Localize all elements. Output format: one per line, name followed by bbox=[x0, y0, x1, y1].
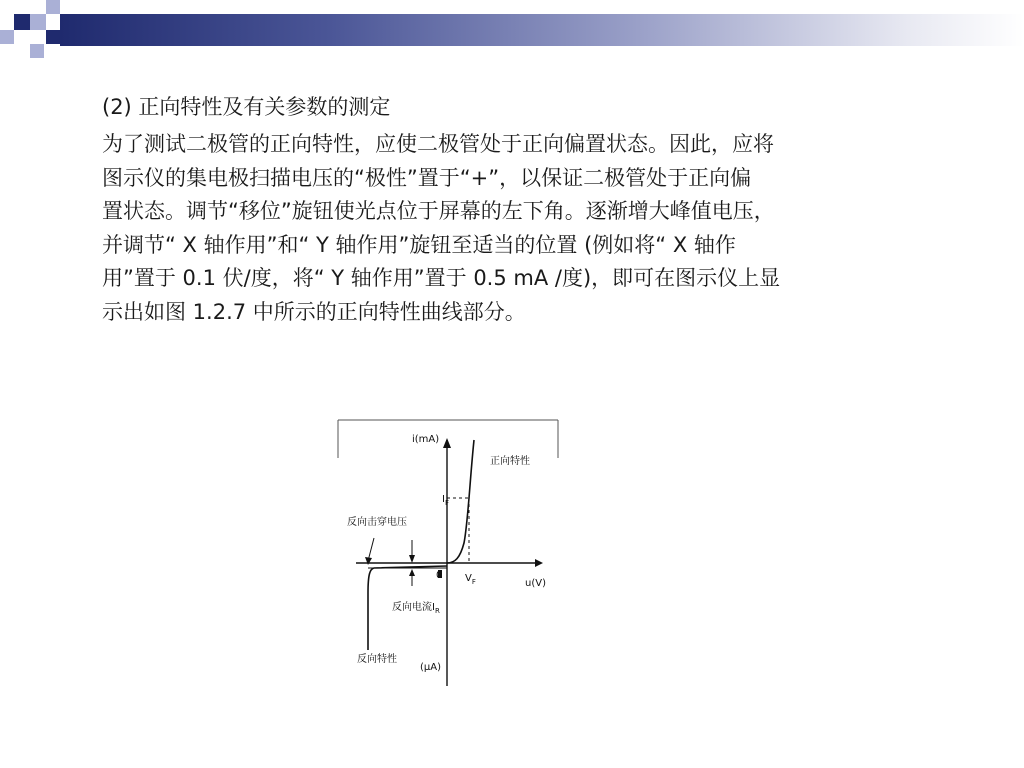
x-axis-label: u(V) bbox=[525, 578, 546, 589]
section-heading: (2) 正向特性及有关参数的测定 bbox=[102, 95, 391, 119]
origin-label: 0 bbox=[436, 570, 443, 581]
reverse-current-arrow-head bbox=[409, 569, 415, 576]
slide-body bbox=[102, 90, 962, 329]
reverse-current-label bbox=[392, 600, 440, 615]
breakdown-arrow-2-head bbox=[409, 555, 415, 563]
vf-label bbox=[465, 573, 476, 586]
paragraph-line: 并调节“ X 轴作用”和“ Y 轴作用”旋钮至适当的位置 (例如将“ X 轴作 bbox=[102, 232, 736, 257]
body-paragraph bbox=[102, 128, 962, 329]
forward-curve bbox=[444, 440, 474, 563]
diode-characteristic-figure bbox=[330, 418, 570, 693]
breakdown-arrow-head bbox=[365, 557, 372, 565]
reverse-current-main: 反向电流I bbox=[392, 602, 435, 613]
vf-label-main: V bbox=[465, 573, 472, 584]
vf-label-sub: F bbox=[471, 578, 476, 586]
reverse-label: 反向特性 bbox=[357, 654, 397, 665]
paragraph-line: 示出如图 1.2.7 中所示的正向特性曲线部分。 bbox=[102, 299, 526, 324]
if-label bbox=[442, 494, 449, 507]
breakdown-arrow-line bbox=[368, 538, 374, 561]
if-label-main: I bbox=[442, 494, 445, 505]
y-axis-top-label: i(mA) bbox=[412, 434, 440, 445]
header-square-2 bbox=[30, 14, 46, 30]
paragraph-line: 用”置于 0.1 伏/度，将“ Y 轴作用”置于 0.5 mA /度)，即可在图示仪上显 bbox=[102, 266, 781, 290]
x-axis-arrow bbox=[535, 559, 543, 567]
header-square-5 bbox=[30, 44, 44, 58]
header-gradient-band bbox=[60, 14, 1024, 46]
header-square-4 bbox=[46, 30, 60, 44]
if-label-sub: F bbox=[444, 499, 449, 507]
paragraph-line: 置状态。调节“移位”旋钮使光点位于屏幕的左下角。逐渐增大峰值电压， bbox=[102, 199, 775, 223]
breakdown-label: 反向击穿电压 bbox=[347, 517, 407, 528]
header-square-6 bbox=[0, 30, 14, 44]
header-square-1 bbox=[14, 14, 30, 30]
paragraph-line: 为了测试二极管的正向特性，应使二极管处于正向偏置状态。因此，应将 bbox=[102, 132, 774, 156]
paragraph-line: 图示仪的集电极扫描电压的“极性”置于“+”，以保证二极管处于正向偏 bbox=[102, 165, 752, 190]
y-axis-arrow bbox=[443, 438, 451, 448]
diode-curve-svg bbox=[330, 418, 570, 693]
reverse-current-sub: R bbox=[434, 607, 440, 615]
y-axis-bottom-label: (μA) bbox=[420, 662, 442, 673]
forward-label: 正向特性 bbox=[490, 456, 530, 467]
header-square-3 bbox=[46, 0, 60, 14]
